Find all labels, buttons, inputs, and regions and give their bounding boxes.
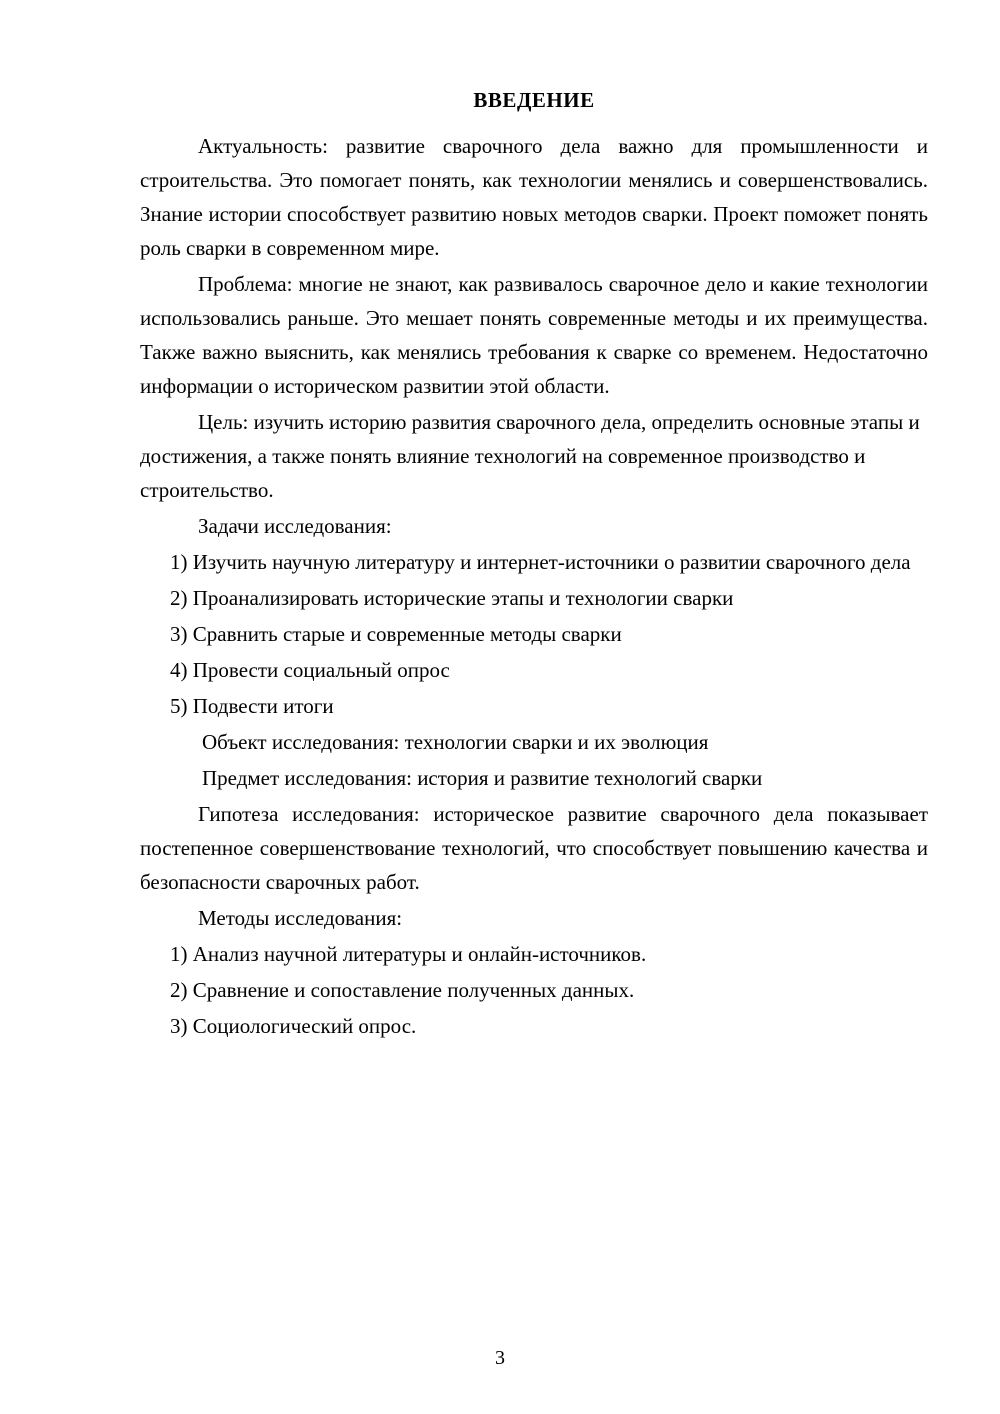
- list-item: 1) Изучить научную литературу и интернет-источники о развитии сварочного дела: [170, 550, 911, 575]
- paragraph-relevance: Актуальность: развитие сварочного дела важно для промышленности и строительства. Это помогает понять, как технологии менялись и совершенствовались. Знание истории способствует развитию новых методов сварки. Проект поможет понять роль сварки в современном мире.: [140, 134, 928, 261]
- list-item: 5) Подвести итоги: [170, 694, 334, 719]
- page-number: 3: [495, 1347, 505, 1369]
- list-item: 3) Социологический опрос.: [170, 1014, 417, 1039]
- list-item: 2) Сравнение и сопоставление полученных данных.: [170, 978, 635, 1003]
- methods-heading: Методы исследования:: [198, 906, 403, 931]
- paragraph-subject: Предмет исследования: история и развитие технологий сварки: [202, 766, 763, 791]
- paragraph-goal: Цель: изучить историю развития сварочного дела, определить основные этапы и достижения, а также понять влияние технологий на современное производство и строительство.: [140, 410, 920, 503]
- list-item: 3) Сравнить старые и современные методы сварки: [170, 622, 622, 647]
- paragraph-hypothesis: Гипотеза исследования: историческое развитие сварочного дела показывает постепенное совершенствование технологий, что способствует повышению качества и безопасности сварочных работ.: [140, 802, 928, 895]
- list-item: 1) Анализ научной литературы и онлайн-источников.: [170, 942, 647, 967]
- list-item: 2) Проанализировать исторические этапы и технологии сварки: [170, 586, 734, 611]
- paragraph-problem: Проблема: многие не знают, как развивалось сварочное дело и какие технологии использовались раньше. Это мешает понять современные методы и их преимущества. Также важно выяснить, как менялись требования к сварке со временем. Недостаточно информации о историческом развитии этой области.: [140, 272, 928, 399]
- tasks-heading: Задачи исследования:: [198, 514, 392, 539]
- paragraph-object: Объект исследования: технологии сварки и их эволюция: [202, 730, 709, 755]
- page-title: ВВЕДЕНИЕ: [473, 88, 595, 112]
- list-item: 4) Провести социальный опрос: [170, 658, 450, 683]
